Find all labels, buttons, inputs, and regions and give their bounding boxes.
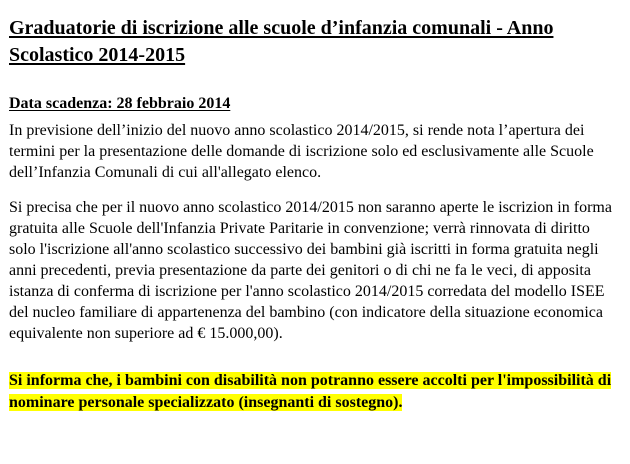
paragraph-enrollment-opening: In previsione dell’inizio del nuovo anno scolastico 2014/2015, si rende nota l’apertura dei termini per la presentazione delle domande di iscrizione solo ed esclusivamente alle Scuole dell’Infanzia Comunali di cui all'allegato elenco. xyxy=(9,122,594,181)
page-title: Graduatorie di iscrizione alle scuole d’infanzia comunali - Anno Scolastico 2014-2015 xyxy=(9,17,554,66)
disability-notice xyxy=(9,370,614,414)
paragraph-private-schools: Si precisa che per il nuovo anno scolastico 2014/2015 non saranno aperte le iscrizion in forma gratuita alle Scuole dell'Infanzia Private Paritarie in convenzione; verrà rinnovata di diritto solo l'iscrizione all'anno scolastico successivo dei bambini già iscritti in forma gratuita negli anni precedenti, previa presentazione da parte dei genitori o di chi ne fa le veci, di apposita istanza di conferma di iscrizione per l'anno scolastico 2014/2015 corredata del modello ISEE del nucleo familiare di appartenenza del bambino (con indicatore della situazione economica equivalente non superiore ad € 15.000,00). xyxy=(9,199,612,342)
disability-notice-text: Si informa che, i bambini con disabilità non potranno essere accolti per l'impossibilità di nominare personale specializzato (insegnanti di sostegno). xyxy=(9,372,612,411)
deadline-date: Data scadenza: 28 febbraio 2014 xyxy=(9,95,231,112)
